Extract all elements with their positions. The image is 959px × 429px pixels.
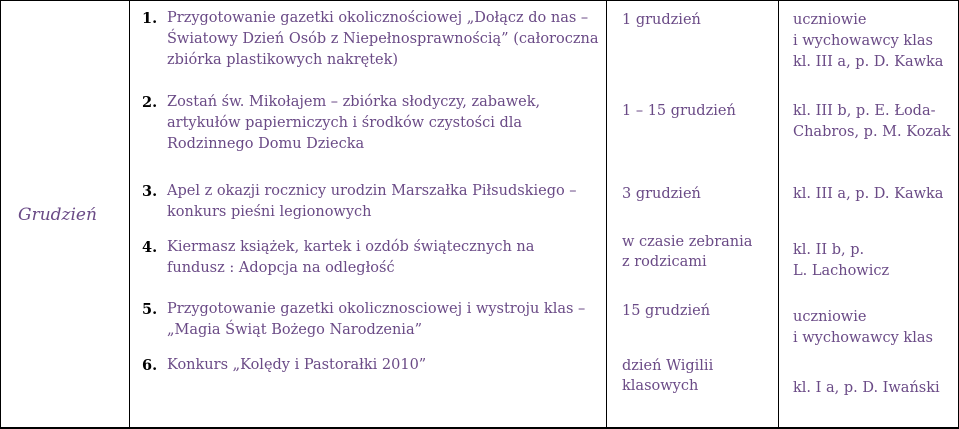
item-number: 4.: [142, 239, 158, 256]
item-description-line: Kiermasz książek, kartek i ozdób świątecznych na: [167, 239, 535, 255]
item-responsible-line: kl. III a, p. D. Kawka: [793, 186, 944, 202]
item-date: z rodzicami: [622, 254, 707, 270]
item-description-line: „Magia Świąt Bożego Narodzenia”: [167, 322, 422, 338]
item-description-line: Przygotowanie gazetki okolicznościowej „Dołącz do nas –: [167, 10, 589, 26]
item-description-line: Przygotowanie gazetki okolicznosciowej i wystroju klas –: [167, 301, 586, 317]
item-description-line: Konkurs „Kolędy i Pastorałki 2010”: [167, 357, 427, 373]
item-number: 1.: [142, 10, 158, 27]
item-date: 15 grudzień: [622, 303, 711, 319]
item-responsible-line: L. Lachowicz: [793, 263, 890, 279]
item-responsible-line: uczniowie: [793, 309, 867, 325]
divider-month: [129, 0, 130, 429]
divider-who: [778, 0, 779, 429]
item-responsible-line: kl. III a, p. D. Kawka: [793, 54, 944, 70]
item-number: 5.: [142, 301, 158, 318]
item-description-line: Apel z okazji rocznicy urodzin Marszałka Piłsudskiego –: [167, 183, 577, 199]
item-responsible-line: kl. II b, p.: [793, 242, 865, 258]
item-description-line: fundusz : Adopcja na odległość: [167, 260, 395, 276]
item-responsible-line: i wychowawcy klas: [793, 330, 933, 346]
item-responsible-line: uczniowie: [793, 12, 867, 28]
item-description-line: zbiórka plastikowych nakrętek): [167, 52, 399, 68]
item-number: 6.: [142, 357, 158, 374]
item-date: dzień Wigilii: [622, 358, 714, 374]
item-responsible-line: i wychowawcy klas: [793, 33, 933, 49]
item-responsible-line: kl. III b, p. E. Łoda-: [793, 103, 936, 119]
item-description-line: konkurs pieśni legionowych: [167, 204, 372, 220]
border-top: [0, 0, 959, 1]
item-description-line: Zostań św. Mikołajem – zbiórka słodyczy, zabawek,: [167, 94, 541, 110]
item-date: w czasie zebrania: [622, 234, 753, 250]
item-responsible-line: Chabros, p. M. Kozak: [793, 124, 951, 140]
item-description-line: Rodzinnego Domu Dziecka: [167, 136, 365, 152]
item-date: klasowych: [622, 378, 699, 394]
month-label: Grudzień: [18, 205, 97, 225]
divider-date: [606, 0, 607, 429]
item-date: 3 grudzień: [622, 186, 701, 202]
border-left: [0, 0, 1, 429]
item-date: 1 – 15 grudzień: [622, 103, 736, 119]
item-date: 1 grudzień: [622, 12, 701, 28]
item-description-line: artykułów papierniczych i środków czystości dla: [167, 115, 523, 131]
item-responsible-line: kl. I a, p. D. Iwański: [793, 380, 940, 396]
item-number: 3.: [142, 183, 158, 200]
item-description-line: Światowy Dzień Osób z Niepełnosprawnością” (całoroczna: [167, 31, 599, 47]
item-number: 2.: [142, 94, 158, 111]
